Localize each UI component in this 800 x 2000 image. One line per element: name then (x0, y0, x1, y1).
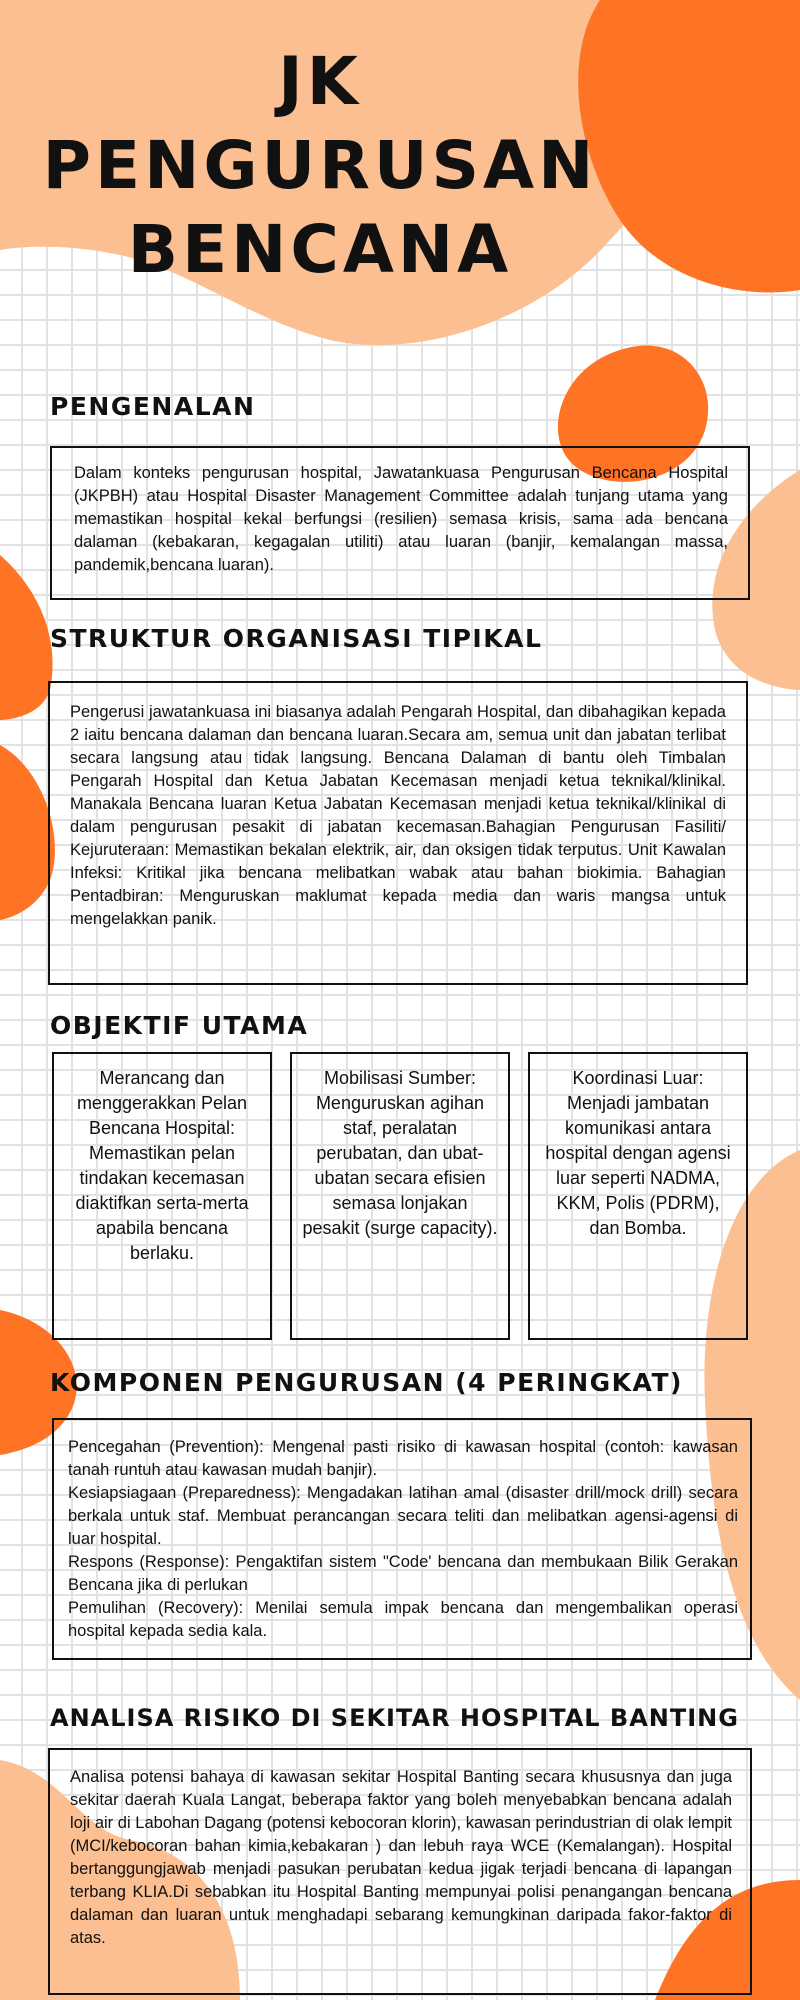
heading-pengenalan: PENGENALAN (50, 392, 256, 421)
page-title (40, 40, 600, 292)
pengenalan-text: Dalam konteks pengurusan hospital, Jawatankuasa Pengurusan Bencana Hospital (JKPBH) atau Hospital Disaster Management Committee adalah tunjang utama yang memastikan hospital kekal berfungsi (resilien) semasa krisis, sama ada bencana dalaman (kebakaran, kegagalan utiliti) atau luaran (banjir, kemalangan massa, pandemik,bencana luaran). (74, 464, 728, 574)
objective-card: Koordinasi Luar: Menjadi jambatan komunikasi antara hospital dengan agensi luar seperti NADMA, KKM, Polis (PDRM), dan Bomba. (528, 1052, 748, 1340)
analisa-box (48, 1748, 752, 1995)
heading-struktur: STRUKTUR ORGANISASI TIPIKAL (50, 624, 543, 653)
struktur-box (48, 681, 748, 985)
analisa-text: Analisa potensi bahaya di kawasan sekitar Hospital Banting secara khususnya dan juga sekitar daerah Kuala Langat, beberapa faktor yang boleh menyebabkan bencana adalah loji air di Labohan Dagang (potensi kebocoran klorin), kawasan perindustrian di olak lempit (MCI/kebocoran bahan kimia,kebakaran ) dan lebuh raya WCE (Kemalangan). Hospital bertanggungjawab menjadi pasukan perubatan kedua jigak terjadi bencana di lapangan terbang KLIA.Di sebabkan itu Hospital Banting mempunyai polisi penangangan bencana dalaman dan luaran untuk menghadapi sebarang kemungkinan daripada fakor-faktor di atas. (70, 1768, 732, 1947)
komponen-item: Pencegahan (Prevention): Mengenal pasti risiko di kawasan hospital (contoh: kawasan tanah runtuh atau kawasan mudah banjir). (68, 1438, 738, 1479)
objective-card: Mobilisasi Sumber: Menguruskan agihan staf, peralatan perubatan, dan ubat-ubatan secara efisien semasa lonjakan pesakit (surge capacity). (290, 1052, 510, 1340)
title-line-1: JK (278, 43, 362, 120)
blob-orange-left-1 (0, 555, 53, 720)
heading-objektif: OBJEKTIF UTAMA (50, 1011, 309, 1040)
title-line-2: PENGURUSAN (42, 127, 598, 204)
pengenalan-box (50, 446, 750, 600)
title-line-3: BENCANA (127, 211, 513, 288)
heading-komponen: KOMPONEN PENGURUSAN (4 PERINGKAT) (50, 1368, 683, 1397)
objective-card: Merancang dan menggerakkan Pelan Bencana Hospital: Memastikan pelan tindakan kecemasan diaktifkan serta-merta apabila bencana berlaku. (52, 1052, 272, 1340)
komponen-item: Kesiapsiagaan (Preparedness): Mengadakan latihan amal (disaster drill/mock drill) secara berkala untuk staf. Membuat perancangan secara teliti dan melibatkan agensi-agensi di luar hospital. (68, 1484, 738, 1548)
komponen-item: Pemulihan (Recovery): Menilai semula impak bencana dan mengembalikan operasi hospital kepada sedia kala. (68, 1599, 738, 1640)
blob-orange-left-2 (0, 745, 55, 920)
struktur-text: Pengerusi jawatankuasa ini biasanya adalah Pengarah Hospital, dan dibahagikan kepada 2 iaitu bencana dalaman dan bencana luaran.Secara am, semua unit dan jabatan terlibat secara langsung atau tidak langsung. Bencana Dalaman di bantu oleh Timbalan Pengarah Hospital dan Ketua Jabatan Kecemasan menjadi ketua teknikal/klinikal. Manakala Bencana luaran Ketua Jabatan Kecemasan menjadi ketua teknikal/klinikal di dalam pengurusan pesakit di jabatan kecemasan.Bahagian Pengurusan Fasiliti/ Kejuruteraan: Memastikan bekalan elektrik, air, dan oksigen tidak terputus. Unit Kawalan Infeksi: Kritikal jika bencana melibatkan wabak atau bahan biokimia. Bahagian Pentadbiran: Menguruskan maklumat kepada media dan waris mangsa untuk mengelakkan panik. (70, 703, 726, 928)
komponen-item: Respons (Response): Pengaktifan sistem "Code' bencana dan membukaan Bilik Gerakan Bencana jika di perlukan (68, 1553, 738, 1594)
blob-orange-top-right (578, 0, 800, 292)
heading-analisa: ANALISA RISIKO DI SEKITAR HOSPITAL BANTING (50, 1704, 739, 1732)
komponen-box (52, 1418, 752, 1660)
